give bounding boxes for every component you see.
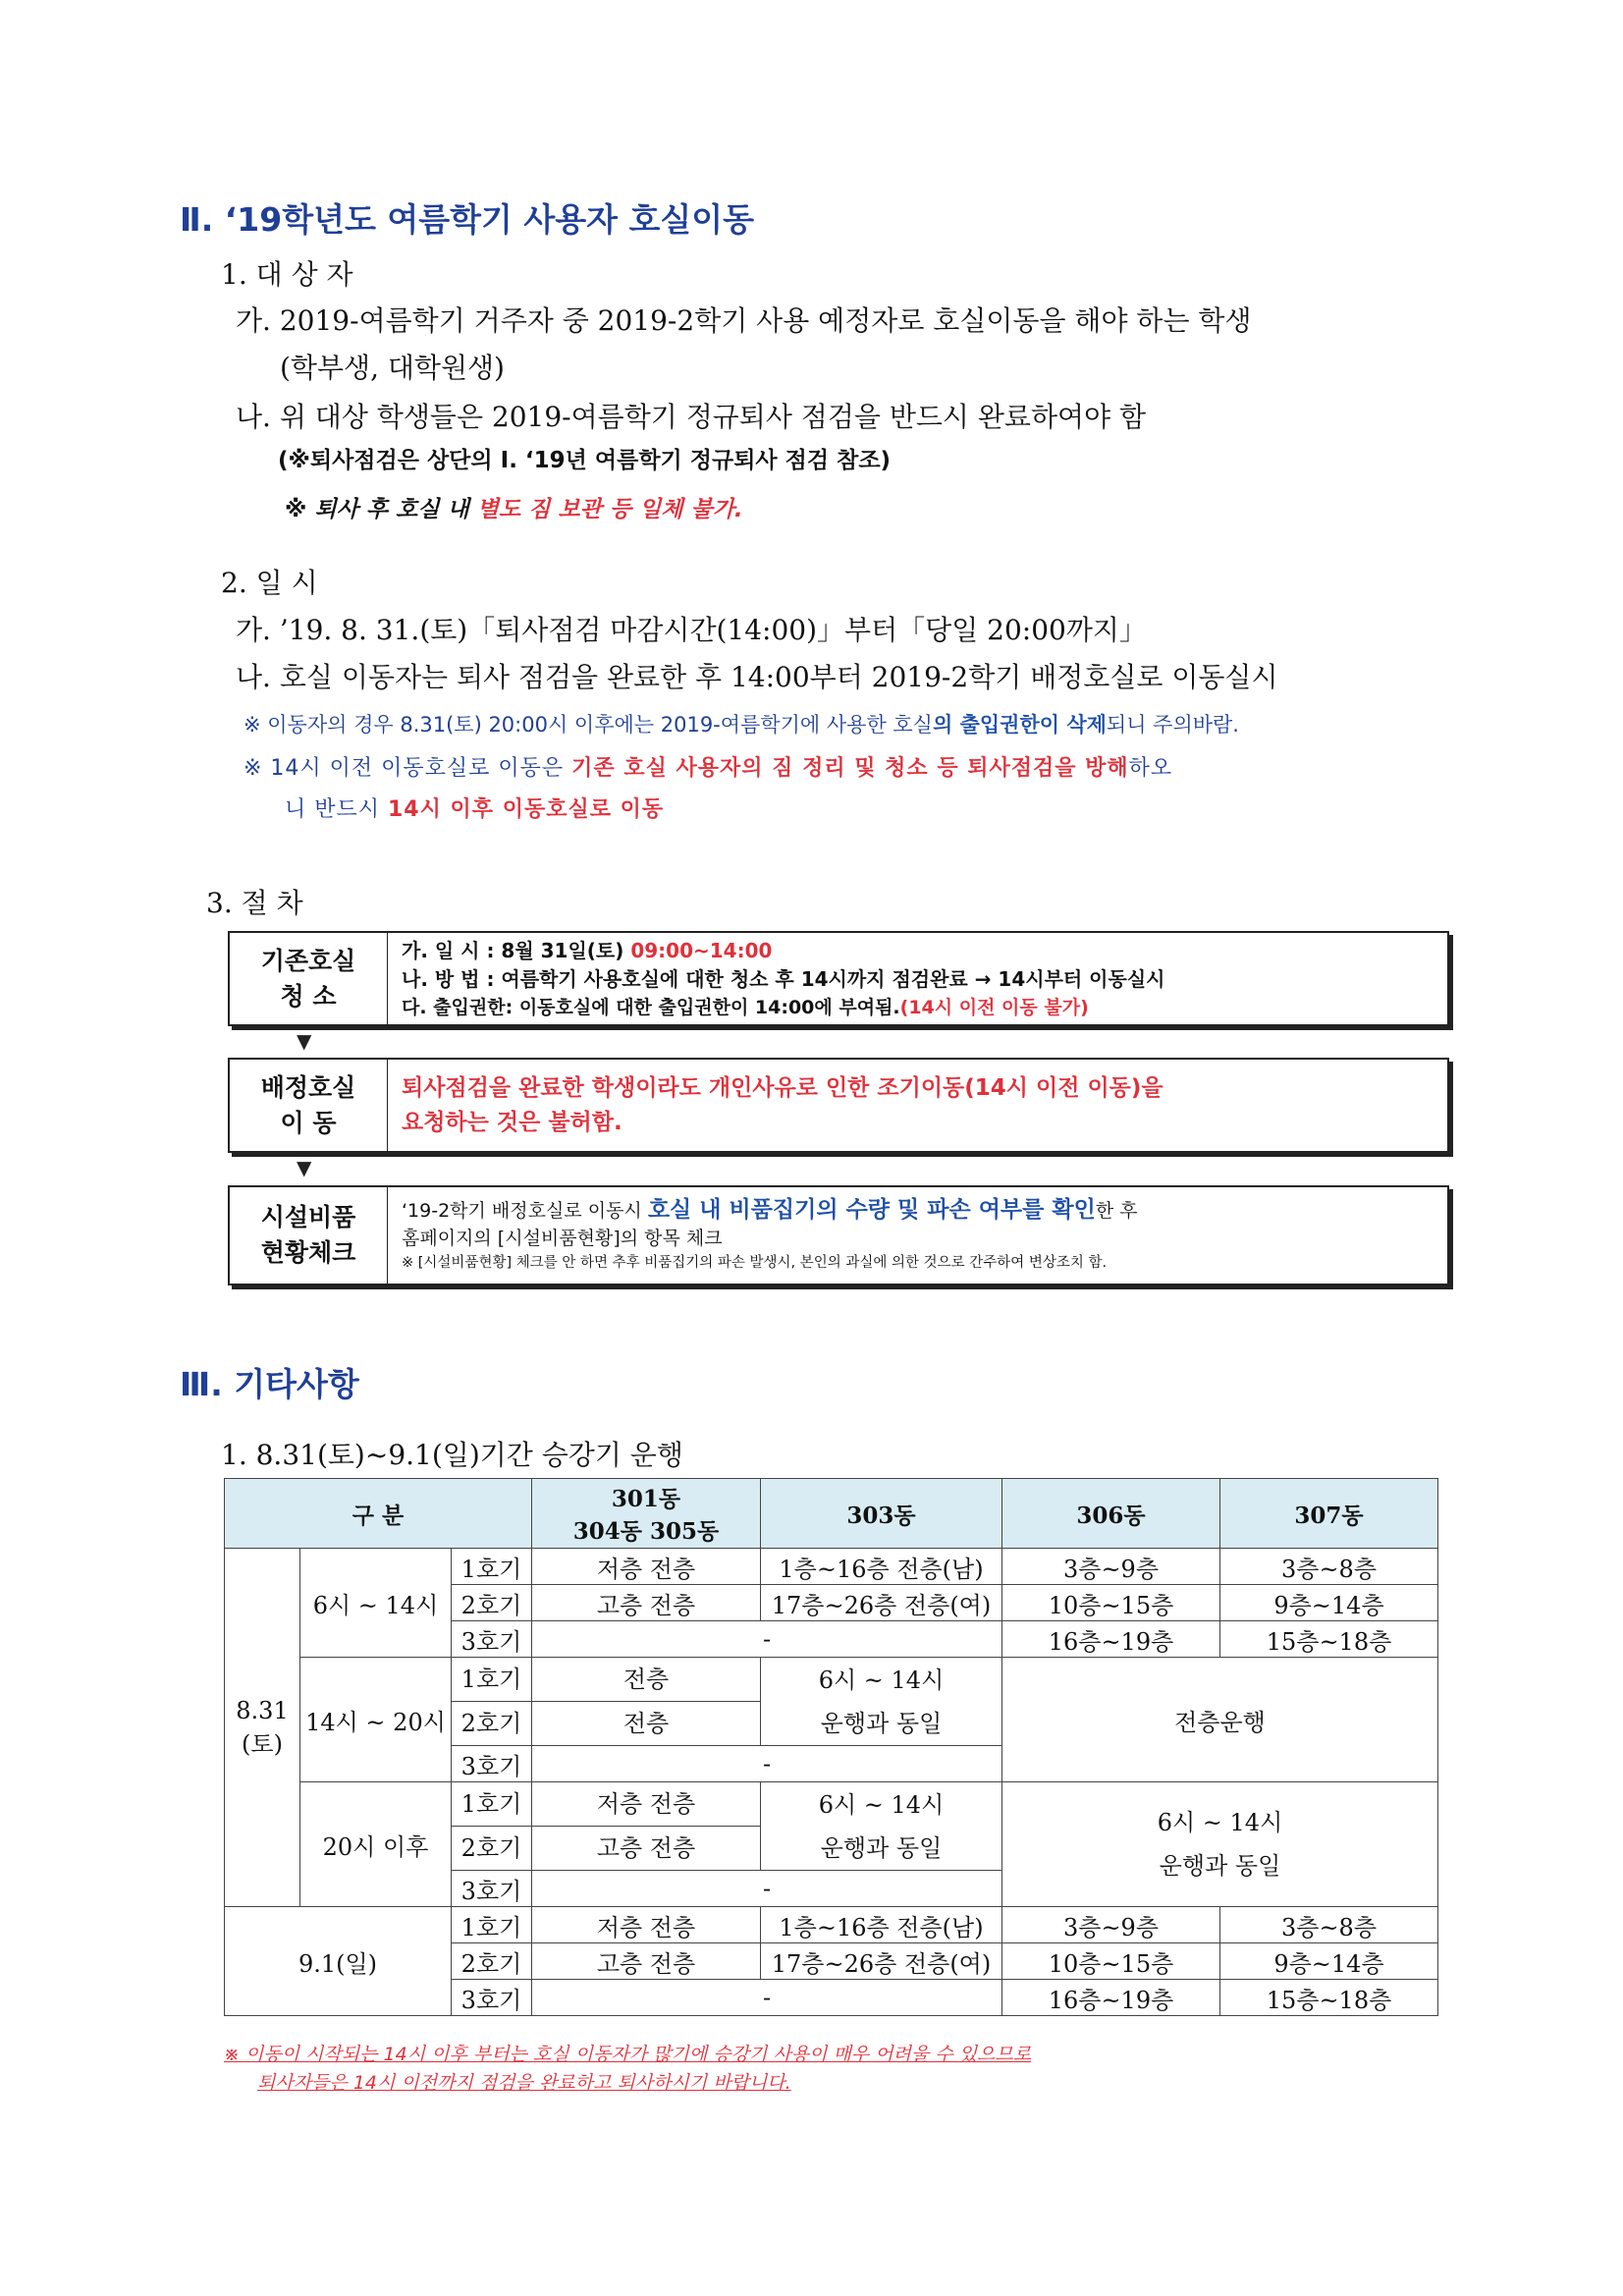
cell-306: 16층~19층	[1002, 1980, 1220, 2016]
cell-301-303: -	[532, 1980, 1002, 2016]
cell-301-303: -	[532, 1746, 1002, 1782]
cell-301-303: -	[532, 1871, 1002, 1907]
schedule-note1: ※ 이동자의 경우 8.31(토) 20:00시 이후에는 2019-여름학기에 사용한 호실의 출입권한이 삭제되니 주의바람.	[243, 713, 1239, 737]
cell-307: 9층~14층	[1220, 1943, 1438, 1980]
cell-303-same: 6시 ~ 14시 운행과 동일	[761, 1782, 1002, 1871]
elevator-1: 1호기	[452, 1782, 532, 1827]
header-307: 307동	[1220, 1479, 1438, 1549]
elevator-heading: 1. 8.31(토)~9.1(일)기간 승강기 운행	[221, 1439, 683, 1471]
cell-301: 저층 전층	[532, 1549, 761, 1585]
cell-303-same: 6시 ~ 14시 운행과 동일	[761, 1658, 1002, 1746]
cell-307: 15층~18층	[1220, 1980, 1438, 2016]
cell-306: 10층~15층	[1002, 1943, 1220, 1980]
slot-after-20: 20시 이후	[300, 1782, 452, 1907]
procedure-heading: 3. 절 차	[206, 887, 303, 919]
cell-303: 17층~26층 전층(여)	[761, 1943, 1002, 1980]
procedure-box-cleaning	[228, 931, 1449, 1026]
table-row	[225, 1907, 1438, 1943]
elevator-1: 1호기	[452, 1549, 532, 1585]
procedure-box-facility-line1: ‘19-2학기 배정호실로 이동시 호실 내 비품집기의 수량 및 파손 여부를 확인한 후	[402, 1197, 1138, 1223]
header-301: 301동 304동 305동	[532, 1479, 761, 1549]
cell-301-303: -	[532, 1621, 1002, 1658]
slot-14-20: 14시 ~ 20시	[300, 1658, 452, 1782]
procedure-box-cleaning-line2: 나. 방 법 : 여름학기 사용호실에 대한 청소 후 14시까지 점검완료 → 14시부터 이동실시	[402, 967, 1165, 991]
cell-306: 3층~9층	[1002, 1549, 1220, 1585]
schedule-na: 나. 호실 이동자는 퇴사 점검을 완료한 후 14:00부터 2019-2학기 배정호실로 이동실시	[236, 661, 1278, 693]
procedure-box-facility-line2: 홈페이지의 [시설비품현황]의 항목 체크	[402, 1228, 723, 1249]
cell-301: 고층 전층	[532, 1943, 761, 1980]
target-na: 나. 위 대상 학생들은 2019-여름학기 정규퇴사 점검을 반드시 완료하여야 함	[236, 401, 1147, 433]
elevator-3: 3호기	[452, 1746, 532, 1782]
slot-6-14: 6시 ~ 14시	[300, 1549, 452, 1658]
procedure-box-cleaning-line1: 가. 일 시 : 8월 31일(토) 09:00~14:00	[402, 939, 773, 962]
header-306: 306동	[1002, 1479, 1220, 1549]
procedure-box-move-label: 배정호실 이 동	[230, 1060, 388, 1151]
cell-303: 1층~16층 전층(남)	[761, 1907, 1002, 1943]
schedule-note2-line1: ※ 14시 이전 이동호실로 이동은 기존 호실 사용자의 짐 정리 및 청소 등 퇴사점검을 방해하오	[243, 756, 1173, 781]
footnote-line2: 퇴사자들은 14시 이전까지 점검을 완료하고 퇴사하시기 바랍니다.	[257, 2072, 791, 2094]
target-ga-line1: 가. 2019-여름학기 거주자 중 2019-2학기 사용 예정자로 호실이동을 해야 하는 학생	[236, 304, 1252, 337]
target-heading: 1. 대 상 자	[221, 258, 353, 291]
cell-306-307-all: 전층운행	[1002, 1658, 1438, 1782]
target-ga-line2: (학부생, 대학원생)	[280, 352, 505, 384]
target-note1: (※퇴사점검은 상단의 Ⅰ. ‘19년 여름학기 정규퇴사 점검 참조)	[278, 448, 892, 473]
procedure-box-move-line1: 퇴사점검을 완료한 학생이라도 개인사유로 인한 조기이동(14시 이전 이동)을	[402, 1075, 1163, 1101]
target-note2: ※ 퇴사 후 호실 내 별도 짐 보관 등 일체 불가.	[285, 497, 743, 522]
elevator-2: 2호기	[452, 1702, 532, 1746]
table-row	[225, 1549, 1438, 1585]
elevator-3: 3호기	[452, 1871, 532, 1907]
cell-301: 고층 전층	[532, 1585, 761, 1621]
procedure-box-move-line2: 요청하는 것은 불허함.	[402, 1110, 622, 1135]
procedure-box-cleaning-label: 기존호실 청 소	[230, 933, 388, 1024]
procedure-box-facility-label: 시설비품 현황체크	[230, 1187, 388, 1284]
elevator-3: 3호기	[452, 1621, 532, 1658]
cell-307: 3층~8층	[1220, 1549, 1438, 1585]
cell-303: 17층~26층 전층(여)	[761, 1585, 1002, 1621]
cell-306: 3층~9층	[1002, 1907, 1220, 1943]
cell-306: 16층~19층	[1002, 1621, 1220, 1658]
elevator-schedule-table	[224, 1478, 1438, 2016]
table-row	[225, 1658, 1438, 1702]
cell-306: 10층~15층	[1002, 1585, 1220, 1621]
footnote-line1: ※ 이동이 시작되는 14시 이후 부터는 호실 이동자가 많기에 승강기 사용이 매우 어려울 수 있으므로	[224, 2044, 1032, 2065]
section3-title: Ⅲ. 기타사항	[180, 1365, 359, 1403]
table-header-row	[225, 1479, 1438, 1549]
schedule-ga: 가. ’19. 8. 31.(토)「퇴사점검 마감시간(14:00)」부터「당일 20:00까지」	[236, 614, 1147, 646]
elevator-2: 2호기	[452, 1827, 532, 1871]
table-row	[225, 1782, 1438, 1827]
day-831: 8.31 (토)	[225, 1549, 300, 1907]
cell-301: 저층 전층	[532, 1907, 761, 1943]
cell-307: 15층~18층	[1220, 1621, 1438, 1658]
header-gubun: 구 분	[225, 1479, 532, 1549]
procedure-box-facility	[228, 1185, 1449, 1285]
cell-307: 9층~14층	[1220, 1585, 1438, 1621]
procedure-box-cleaning-line3: 다. 출입권한: 이동호실에 대한 출입권한이 14:00에 부여됨.(14시 이전 이동 불가)	[402, 997, 1089, 1018]
day-91: 9.1(일)	[225, 1907, 452, 2016]
section2-title: Ⅱ. ‘19학년도 여름학기 사용자 호실이동	[180, 200, 754, 239]
schedule-note2-line2: 니 반드시 14시 이후 이동호실로 이동	[285, 797, 665, 822]
cell-301: 전층	[532, 1658, 761, 1702]
elevator-1: 1호기	[452, 1658, 532, 1702]
elevator-2: 2호기	[452, 1943, 532, 1980]
header-303: 303동	[761, 1479, 1002, 1549]
arrow-down-icon-2: ▼	[297, 1156, 312, 1179]
procedure-box-facility-line3: ※ [시설비품현황] 체크를 안 하면 추후 비품집기의 파손 발생시, 본인의 과실에 의한 것으로 간주하여 변상조치 함.	[402, 1255, 1108, 1271]
cell-301: 고층 전층	[532, 1827, 761, 1871]
arrow-down-icon: ▼	[297, 1029, 312, 1053]
elevator-1: 1호기	[452, 1907, 532, 1943]
schedule-heading: 2. 일 시	[221, 567, 318, 599]
cell-303: 1층~16층 전층(남)	[761, 1549, 1002, 1585]
cell-307: 3층~8층	[1220, 1907, 1438, 1943]
cell-301: 전층	[532, 1702, 761, 1746]
procedure-box-move	[228, 1058, 1449, 1153]
elevator-3: 3호기	[452, 1980, 532, 2016]
cell-306-307-same: 6시 ~ 14시 운행과 동일	[1002, 1782, 1438, 1907]
elevator-2: 2호기	[452, 1585, 532, 1621]
cell-301: 저층 전층	[532, 1782, 761, 1827]
